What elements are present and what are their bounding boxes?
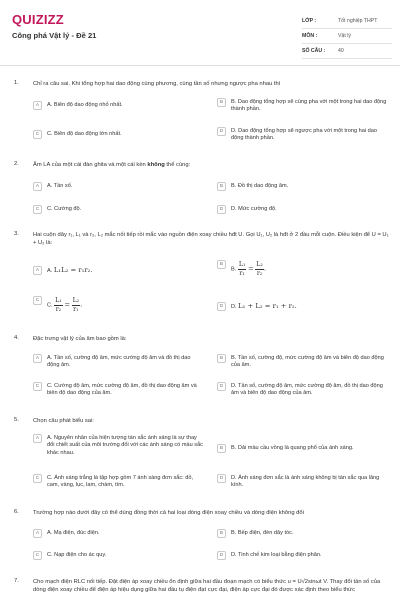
option-letter: C <box>33 474 42 483</box>
question-text-bold: không <box>147 162 165 168</box>
formula: L₁ + L₂ = r₁ + r₂. <box>238 302 297 310</box>
equals-sign: = <box>64 300 71 309</box>
option-2d[interactable] <box>217 205 390 214</box>
option-text: A. Tần số, cường độ âm, mức cường độ âm và đồ thị dao động âm. <box>47 355 191 369</box>
option-text: A. Tần số. <box>47 183 73 189</box>
option-text <box>47 296 203 313</box>
option-2c[interactable] <box>33 205 203 214</box>
option-1d[interactable] <box>217 127 390 143</box>
option-6b[interactable] <box>217 529 390 538</box>
option-text: D. Tần số, cường độ âm, mức cường độ âm, đồ thị dao động âm và biên độ dao động của âm. <box>231 383 383 397</box>
option-label: A. <box>47 268 53 274</box>
option-letter: A <box>33 266 42 275</box>
option-letter: D <box>217 205 226 214</box>
option-4b[interactable] <box>217 354 390 370</box>
option-letter: B <box>217 260 226 269</box>
period: . <box>263 264 267 273</box>
option-text: A. Nguyên nhân của hiện tượng tán sắc ánh sáng là sự thay đổi chiết suất của môi trường đối với các ánh sáng có màu sắc khác nhau. <box>47 435 203 456</box>
option-text: B. Đồ thị dao động âm. <box>231 183 289 189</box>
option-text: A. Biên độ dao động nhỏ nhất. <box>47 102 123 108</box>
question-text-part: Âm LA của một cái đàn ghita và một cái kèn <box>33 162 148 168</box>
option-letter: B <box>217 444 226 453</box>
question-text <box>33 161 389 169</box>
option-label: C. <box>47 302 53 309</box>
fraction-numerator: L₁ <box>55 297 62 304</box>
option-text: B. Tần số, cường độ, mức cường độ âm và biên độ dao động của âm. <box>231 355 384 369</box>
question-number: 1. <box>14 80 19 86</box>
page-title: Công phá Vật lý - Đề 21 <box>12 31 97 40</box>
formula: L₁L₂ = r₁r₂. <box>53 266 93 274</box>
option-letter: D <box>217 551 226 560</box>
option-text: D. Tinh chế kim loại bằng điện phân. <box>231 552 322 558</box>
option-letter: C <box>33 130 42 139</box>
meta-row-count <box>302 44 392 59</box>
option-letter: D <box>217 382 226 391</box>
fraction-denominator: r₁ <box>73 305 79 313</box>
option-5b[interactable] <box>217 444 390 453</box>
meta-value: Tốt nghiệp THPT <box>338 18 378 24</box>
option-letter: A <box>33 182 42 191</box>
option-letter: B <box>217 354 226 363</box>
option-6c[interactable] <box>33 551 203 560</box>
option-text: D. Dao động tổng hợp sẽ ngược pha với một trong hai dao động thành phần. <box>231 128 377 142</box>
option-text: C. Cường độ âm, mức cường độ âm, đồ thị dao động âm và biên độ dao động của âm. <box>47 383 197 397</box>
question-text-part: thể cùng: <box>164 162 191 168</box>
option-letter: B <box>217 529 226 538</box>
fraction-numerator: L₂ <box>72 297 80 304</box>
option-letter: A <box>33 529 42 538</box>
question-text: Hai cuộn dây r₁, L₁ và r₂, L₂ mắc nối tiếp rồi mắc vào nguồn điện xoay chiều hđt U. Gọi U₁, U₂ là hđt ở 2 đầu mỗi cuộn. Điều kiện để U = U₁ + U₂ là: <box>33 232 389 247</box>
option-2a[interactable] <box>33 182 203 191</box>
option-4a[interactable] <box>33 354 203 370</box>
fraction-numerator: L₁ <box>238 261 246 268</box>
option-text: B. Bếp điện, đèn dây tóc. <box>231 530 294 536</box>
question-number: 6. <box>14 509 19 515</box>
fraction <box>72 297 81 313</box>
option-letter: C <box>33 296 42 305</box>
fraction-denominator: r₂ <box>256 269 263 277</box>
question-number: 5. <box>14 417 19 423</box>
meta-table <box>302 14 392 59</box>
equals-sign: = <box>248 264 254 273</box>
question-number: 7. <box>14 578 19 584</box>
fraction-denominator: r₁ <box>239 269 245 277</box>
option-letter: D <box>217 127 226 136</box>
option-4d[interactable] <box>217 382 390 398</box>
option-letter: C <box>33 551 42 560</box>
fraction-denominator: r₂ <box>55 305 62 313</box>
meta-row-subject <box>302 29 392 44</box>
option-6a[interactable] <box>33 529 203 538</box>
option-letter: A <box>33 434 42 443</box>
option-text <box>231 302 390 311</box>
option-3c[interactable] <box>33 296 203 313</box>
option-text <box>231 260 390 277</box>
question-text: Trường hợp nào dưới đây có thể dùng đồng thời cả hai loại dòng điện xoay chiều và dòng điện không đổi <box>33 510 304 516</box>
question-number: 3. <box>14 231 19 237</box>
fraction <box>54 297 63 313</box>
option-text: D. Ánh sáng đơn sắc là ánh sáng không bị tán sắc qua lăng kính. <box>231 475 380 489</box>
meta-row-class <box>302 14 392 29</box>
option-2b[interactable] <box>217 182 390 191</box>
option-text: B. Dao động tổng hợp sẽ cùng pha với một trong hai dao động thành phần. <box>231 99 387 113</box>
page-header <box>0 0 400 66</box>
period: . <box>80 300 83 309</box>
fraction <box>238 261 247 277</box>
option-5a[interactable] <box>33 434 203 457</box>
question-number: 2. <box>14 161 19 167</box>
meta-value: Vật lý <box>338 33 351 39</box>
option-letter: B <box>217 182 226 191</box>
option-5d[interactable] <box>217 474 390 490</box>
option-1c[interactable] <box>33 130 203 139</box>
option-text: C. Cường độ. <box>47 206 82 212</box>
option-label: B. <box>231 266 237 273</box>
meta-label: SỐ CÂU : <box>302 48 326 54</box>
question-text: Cho mạch điện RLC nối tiếp. Đặt điện áp xoay chiều ổn định giữa hai đầu đoạn mạch có biểu thức u = U√2sinωt V. Thay đổi tần số của dòng điện xoay chiều để điện áp hiệu dụng giữa hai đầu tụ điện đạt cực đại, điện áp cực đại đó được xác định theo biểu thức <box>33 579 381 594</box>
option-letter: B <box>217 98 226 107</box>
meta-value: 40 <box>338 48 344 54</box>
option-letter: D <box>217 302 226 311</box>
option-5c[interactable] <box>33 474 203 490</box>
option-6d[interactable] <box>217 551 390 560</box>
meta-label: LỚP : <box>302 18 317 24</box>
option-1a[interactable] <box>33 101 203 110</box>
question-text: Đặc trưng vật lý của âm bao gồm là: <box>33 336 127 342</box>
option-text: C. Biên độ dao động lớn nhất. <box>47 131 122 137</box>
quizizz-logo: QUIZIZZ <box>12 12 64 27</box>
option-text: D. Mức cường độ. <box>231 206 277 212</box>
option-text: B. Dải màu cầu vồng là quang phổ của ánh sáng. <box>231 445 354 451</box>
option-1b[interactable] <box>217 98 390 114</box>
option-letter: C <box>33 205 42 214</box>
option-3a[interactable] <box>33 266 203 275</box>
option-text: A. Mạ điện, đúc điện. <box>47 530 100 536</box>
option-letter: A <box>33 354 42 363</box>
option-3b[interactable] <box>217 260 390 277</box>
option-letter: A <box>33 101 42 110</box>
question-text: Chỉ ra câu sai. Khi tổng hợp hai dao động cùng phương, cùng tần số nhưng ngược pha nhau thì <box>33 81 281 87</box>
option-text: C. Ánh sáng trắng là tập hợp gồm 7 ánh sáng đơn sắc: đỏ, cam, vàng, lục, lam, chàm, tím. <box>47 475 194 489</box>
option-3d[interactable] <box>217 302 390 311</box>
question-text: Chọn câu phát biểu sai: <box>33 418 94 424</box>
fraction-numerator: L₂ <box>256 261 263 268</box>
option-label: D. <box>231 304 237 310</box>
option-4c[interactable] <box>33 382 203 398</box>
option-letter: D <box>217 474 226 483</box>
question-number: 4. <box>14 335 19 341</box>
option-text <box>47 266 203 275</box>
meta-label: MÔN : <box>302 33 318 39</box>
option-letter: C <box>33 382 42 391</box>
fraction <box>255 261 267 277</box>
option-text: C. Nạp điện cho ác quy. <box>47 552 107 558</box>
